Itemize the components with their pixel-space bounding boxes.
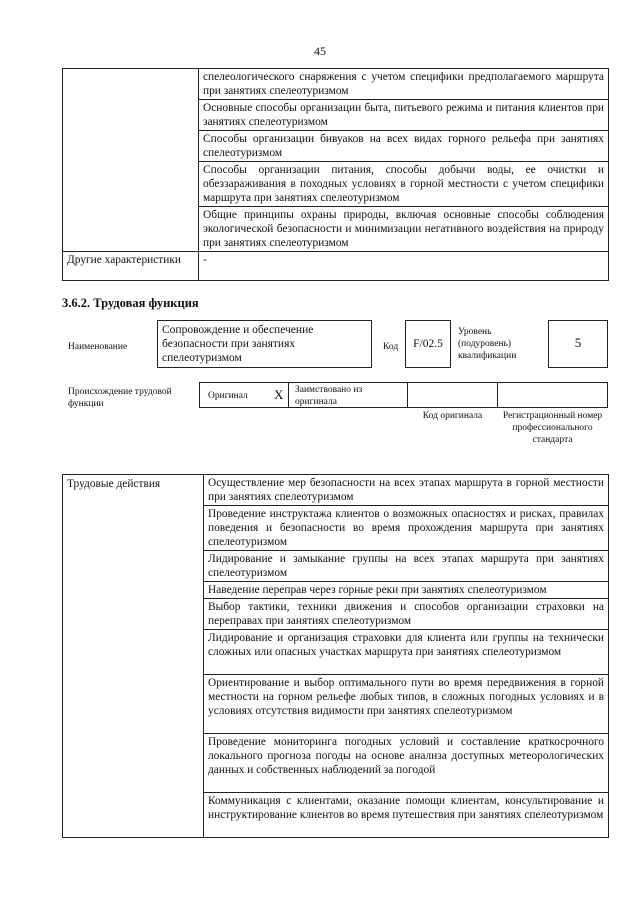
level-box: [548, 320, 608, 368]
orig-code-box: [407, 382, 498, 408]
level-label: Уровень (подуровень) квалификации: [458, 327, 517, 361]
table-row: Способы организации бивуаков на всех видах горного рельефа при занятиях спелеотуризмом: [199, 131, 609, 162]
table-row: Ориентирование и выбор оптимального пути во время передвижения в горной местности на горном рельефе любых типов, в сложных погодных условиях и в условиях отсутствия видимости при занятиях спелеотуризмом: [204, 675, 609, 734]
table-row: Основные способы организации быта, питьевого режима и питания клиентов при занятиях спелеотуризмом: [199, 100, 609, 131]
name-label: Наименование: [68, 342, 128, 352]
table-row: Лидирование и замыкание группы на всех этапах маршрута при занятиях спелеотуризмом: [204, 551, 609, 582]
labor-actions-label: Трудовые действия: [63, 475, 204, 838]
name-box: [157, 320, 372, 368]
code-value: F/02.5: [413, 338, 443, 350]
table-row: Коммуникация с клиентами, оказание помощи клиентам, консультирование и инструктирование клиентов во время путешествия при занятиях спелеотуризмом: [204, 793, 609, 838]
table-row: Проведение инструктажа клиентов о возможных опасностях и рисках, правилах поведения и безопасности во время прохождения маршрута при занятиях спелеотуризмом: [204, 506, 609, 551]
table-row: Проведение мониторинга погодных условий и составление краткосрочного локального прогноза погоды на основе анализа доступных метеорологических данных и собственных наблюдений за погодой: [204, 734, 609, 793]
table-row: спелеологического снаряжения с учетом специфики предполагаемого маршрута при занятиях спелеотуризмом: [199, 69, 609, 100]
orig-code-label: Код оригинала: [422, 411, 483, 421]
labor-actions-table: [62, 474, 609, 838]
knowledge-table: [62, 68, 609, 281]
code-label: Код: [383, 342, 399, 352]
borrowed-box: [288, 382, 408, 408]
original-box: [199, 382, 289, 408]
table-row: Наведение переправ через горные реки при занятиях спелеотуризмом: [204, 582, 609, 599]
table-row: Общие принципы охраны природы, включая основные способы соблюдения экологической безопасности и минимизации негативного воздействия на природу при занятиях спелеотуризмом: [199, 207, 609, 252]
table-row: Выбор тактики, техники движения и способов организации страховки на переправах при занятиях спелеотуризмом: [204, 599, 609, 630]
origin-label: Происхождение трудовой функции: [68, 387, 172, 409]
original-label: Оригинал: [208, 391, 248, 401]
reg-number-box: [497, 382, 608, 408]
table-empty-cell: [63, 69, 199, 252]
function-name: Сопровождение и обеспечение безопасности при занятиях спелеотуризмом: [162, 324, 314, 364]
table-row: Лидирование и организация страховки для клиента или группы на технически сложных или опасных участках маршрута при занятиях спелеотуризмом: [204, 630, 609, 675]
table-row: Осуществление мер безопасности на всех этапах маршрута в горной местности при занятиях спелеотуризмом: [204, 475, 609, 506]
level-value: 5: [574, 335, 582, 350]
section-title: 3.6.2. Трудовая функция: [62, 296, 199, 310]
reg-number-label: Регистрационный номер профессионального стандарта: [502, 411, 603, 445]
other-characteristics-value: -: [199, 252, 609, 281]
borrowed-label: Заимствовано из оригинала: [295, 385, 363, 407]
original-mark: X: [274, 387, 284, 402]
page-number: 45: [314, 44, 326, 58]
other-characteristics-label: Другие характеристики: [63, 252, 199, 281]
code-box: [405, 320, 451, 368]
table-row: Способы организации питания, способы добычи воды, ее очистки и обеззараживания в походных условиях в горной местности с учетом специфики маршрута при занятиях спелеотуризмом: [199, 162, 609, 207]
